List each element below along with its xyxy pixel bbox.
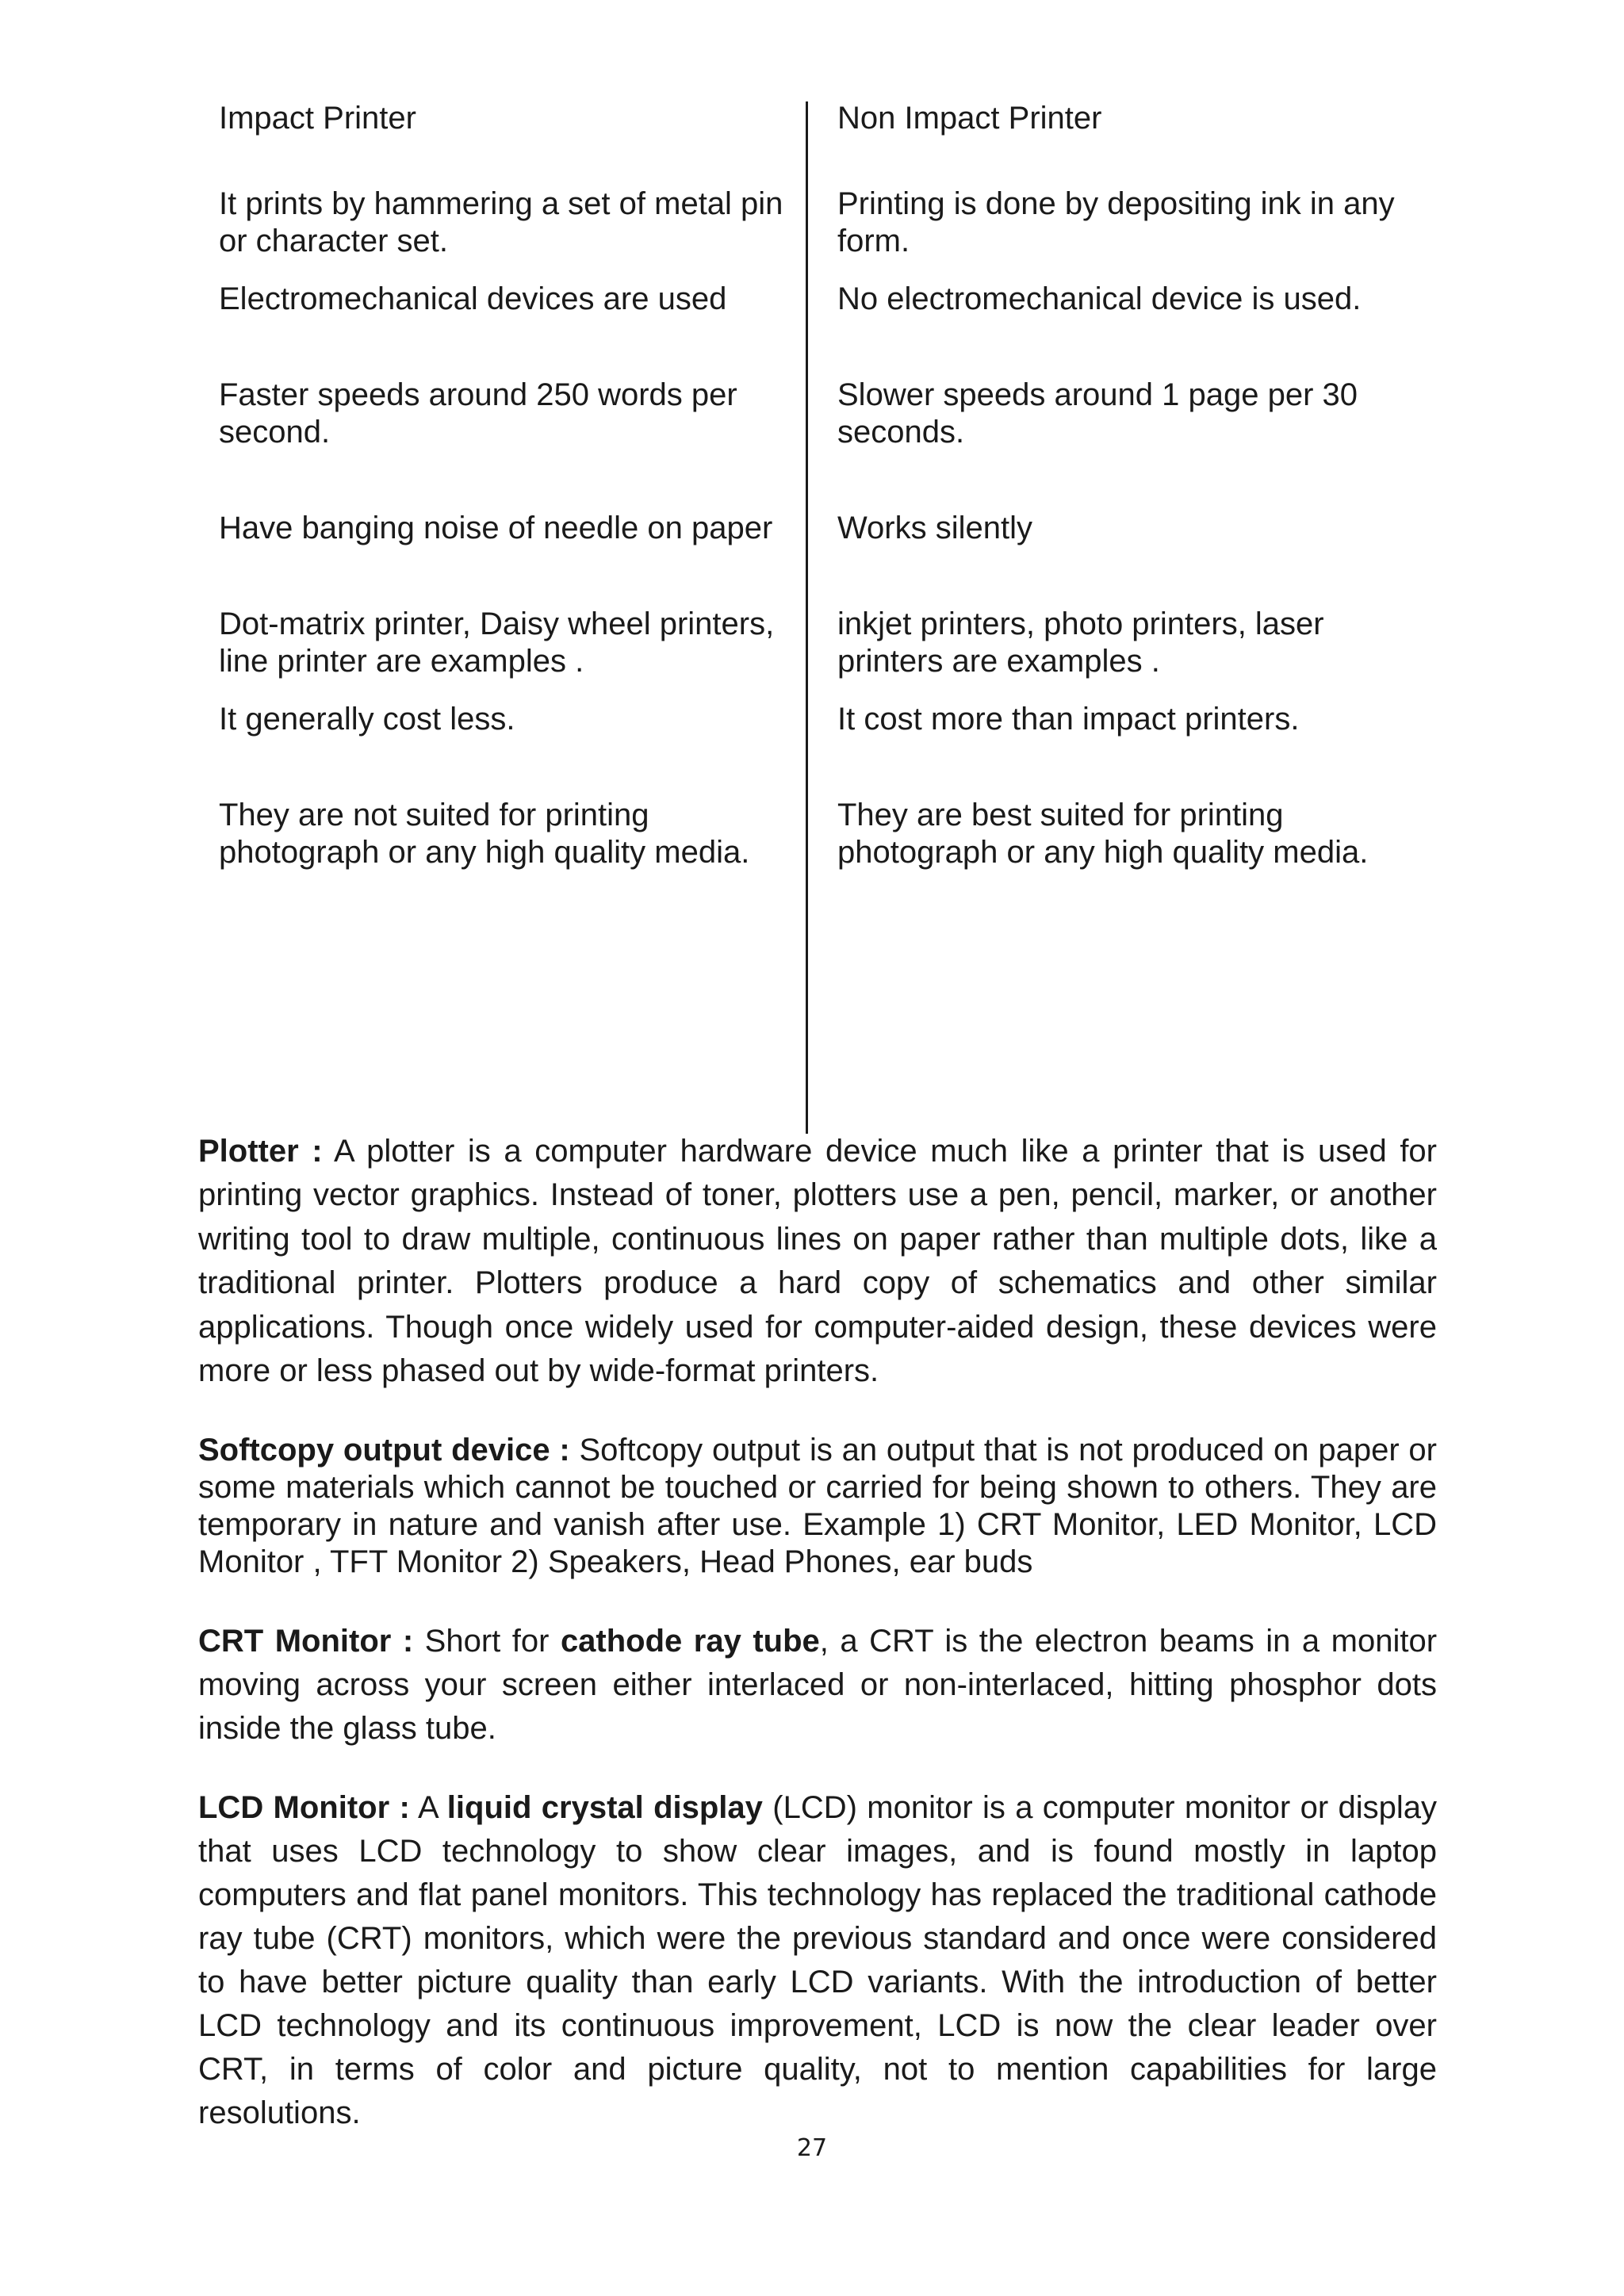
non-impact-cell: Slower speeds around 1 page per 30 seconds. bbox=[837, 377, 1358, 450]
impact-cell: Electromechanical devices are used bbox=[219, 281, 727, 316]
softcopy-term: Softcopy output device : bbox=[198, 1433, 570, 1468]
lcd-paragraph bbox=[198, 1786, 1437, 2135]
comparison-row bbox=[219, 606, 1424, 680]
crt-bold-phrase: cathode ray tube bbox=[560, 1624, 820, 1659]
impact-cell: It prints by hammering a set of metal pin or character set. bbox=[219, 186, 783, 258]
lcd-text-before: A bbox=[409, 1790, 447, 1825]
non-impact-cell: It cost more than impact printers. bbox=[837, 702, 1300, 737]
plotter-paragraph bbox=[198, 1130, 1437, 1393]
printer-comparison-table bbox=[219, 94, 1424, 871]
comparison-row bbox=[219, 701, 1424, 738]
impact-cell: They are not suited for printing photograph or any high quality media. bbox=[219, 798, 750, 870]
plotter-term: Plotter : bbox=[198, 1134, 323, 1169]
non-impact-cell: No electromechanical device is used. bbox=[837, 281, 1362, 316]
lcd-text-after: (LCD) monitor is a computer monitor or display that uses LCD technology to show clear images, and is found mostly in laptop computers and flat panel monitors. This technology has replaced the traditional cathode ray tube (CRT) monitors, which were the previous standard and once were considered to have better picture quality than early LCD variants. With the introduction of better LCD technology and its continuous improvement, LCD is now the clear leader over CRT, in terms of color and picture quality, not to mention capabilities for large resolutions. bbox=[198, 1790, 1437, 2130]
non-impact-cell: They are best suited for printing photograph or any high quality media. bbox=[837, 798, 1369, 870]
header-non-impact-printer: Non Impact Printer bbox=[837, 101, 1102, 136]
softcopy-text: Softcopy output is an output that is not produced on paper or some materials which cannot be touched or carried for being shown to others. They are temporary in nature and vanish after use. Example 1) CRT Monitor, LED Monitor, LCD Monitor , TFT Monitor 2) Speakers, Head Phones, ear buds bbox=[198, 1433, 1437, 1579]
crt-term: CRT Monitor : bbox=[198, 1624, 414, 1659]
comparison-row bbox=[219, 797, 1424, 871]
page-number: 27 bbox=[796, 2134, 828, 2162]
comparison-row bbox=[219, 377, 1424, 451]
crt-paragraph bbox=[198, 1620, 1437, 1751]
non-impact-cell: Printing is done by depositing ink in any form. bbox=[837, 186, 1395, 258]
impact-cell: Dot-matrix printer, Daisy wheel printers, line printer are examples . bbox=[219, 607, 775, 679]
comparison-row bbox=[219, 186, 1424, 260]
header-impact-printer: Impact Printer bbox=[219, 101, 416, 136]
plotter-text: A plotter is a computer hardware device much like a printer that is used for printing vector graphics. Instead of toner, plotters use a pen, pencil, marker, or another writing tool to draw multiple, continuous lines on paper rather than multiple dots, like a traditional printer. Plotters produce a hard copy of schematics and other similar applications. Though once widely used for computer-aided design, these devices were more or less phased out by wide-format printers. bbox=[198, 1134, 1437, 1389]
impact-cell: It generally cost less. bbox=[219, 702, 515, 737]
impact-cell: Have banging noise of needle on paper bbox=[219, 511, 773, 545]
non-impact-cell: inkjet printers, photo printers, laser printers are examples . bbox=[837, 607, 1324, 679]
comparison-row bbox=[219, 510, 1424, 547]
comparison-header-row bbox=[219, 94, 1424, 143]
impact-cell: Faster speeds around 250 words per second. bbox=[219, 377, 737, 450]
comparison-row bbox=[219, 281, 1424, 318]
lcd-bold-phrase: liquid crystal display bbox=[446, 1790, 763, 1825]
softcopy-paragraph bbox=[198, 1432, 1437, 1581]
non-impact-cell: Works silently bbox=[837, 511, 1032, 545]
crt-text-before: Short for bbox=[413, 1624, 561, 1659]
crt-text-after: , a CRT is the electron beams in a monitor moving across your screen either interlaced or non-interlaced, hitting phosphor dots inside the glass tube. bbox=[198, 1624, 1438, 1746]
lcd-term: LCD Monitor : bbox=[198, 1790, 410, 1825]
